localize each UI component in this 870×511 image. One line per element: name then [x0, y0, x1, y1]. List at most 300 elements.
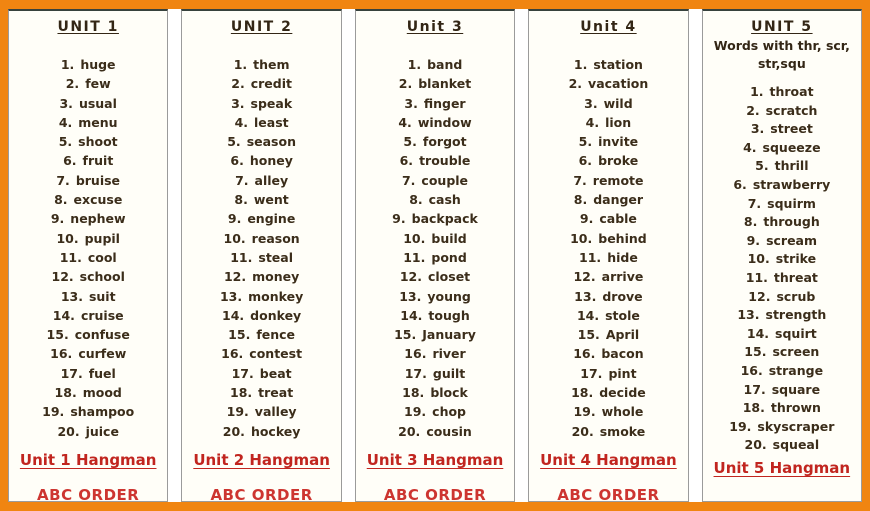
word-item — [392, 306, 478, 325]
abc-order-link[interactable]: ABC ORDER — [210, 485, 313, 502]
word-number: 10. — [570, 230, 593, 246]
word-item — [392, 267, 478, 286]
word-text: fruit — [82, 153, 114, 169]
word-text: April — [605, 327, 640, 343]
word-number: 19. — [226, 404, 249, 420]
word-number: 2. — [398, 76, 413, 92]
word-text: credit — [250, 76, 292, 92]
word-item — [42, 151, 134, 170]
word-text: curfew — [78, 346, 127, 362]
word-item — [392, 422, 478, 441]
word-number: 8. — [234, 192, 248, 208]
word-item — [392, 402, 478, 421]
unit-column — [702, 9, 862, 502]
word-number: 19. — [404, 404, 427, 420]
word-text: strike — [775, 251, 817, 267]
word-number: 1. — [407, 57, 422, 72]
word-text: valley — [254, 404, 297, 420]
word-text: tough — [428, 307, 470, 323]
word-item — [569, 229, 649, 248]
word-item — [729, 399, 834, 418]
word-text: least — [254, 114, 289, 130]
word-item — [569, 383, 649, 402]
word-number: 2. — [746, 102, 760, 118]
word-item — [729, 102, 834, 121]
word-text: excuse — [73, 192, 123, 208]
word-text: treat — [258, 385, 294, 401]
word-item — [569, 74, 649, 93]
word-text: lion — [605, 114, 632, 130]
word-item — [220, 402, 303, 421]
word-number: 3. — [750, 121, 765, 137]
unit-subtitle-line: str,squ — [757, 56, 806, 71]
word-number: 14. — [746, 325, 770, 341]
word-number: 11. — [745, 269, 768, 285]
word-item — [569, 55, 649, 74]
word-text: smoke — [599, 423, 646, 439]
word-text: cousin — [426, 423, 472, 439]
word-text: throat — [769, 84, 814, 99]
word-text: bruise — [75, 172, 121, 188]
word-item — [42, 229, 134, 248]
word-text: through — [763, 214, 820, 230]
word-item — [569, 364, 649, 383]
word-number: 12. — [573, 269, 596, 285]
word-item — [569, 422, 649, 441]
word-number: 10. — [747, 251, 770, 267]
word-text: suit — [88, 288, 116, 304]
word-item — [42, 190, 134, 209]
word-item — [220, 422, 303, 441]
abc-order-link[interactable]: ABC ORDER — [557, 485, 660, 502]
word-number: 13. — [737, 307, 760, 323]
word-number: 4. — [743, 139, 757, 155]
unit-title: Unit 3 — [406, 19, 464, 35]
word-number: 17. — [743, 381, 766, 397]
word-number: 5. — [58, 134, 73, 150]
word-text: contest — [249, 346, 303, 362]
word-item — [392, 190, 478, 209]
word-text: squeeze — [762, 139, 821, 155]
word-item — [569, 94, 649, 113]
word-text: honey — [249, 153, 293, 169]
unit-title: Unit 4 — [580, 19, 637, 35]
abc-order-link[interactable]: ABC ORDER — [37, 485, 140, 502]
word-text: huge — [80, 57, 116, 72]
word-item — [729, 325, 834, 344]
unit-column — [355, 9, 515, 502]
unit-subtitle — [714, 37, 850, 73]
word-number: 15. — [228, 327, 251, 343]
word-number: 18. — [742, 400, 765, 416]
word-number: 4. — [234, 114, 249, 130]
word-item — [569, 113, 649, 132]
word-text: steal — [258, 249, 293, 265]
unit-subtitle-line: Words with thr, scr, — [713, 38, 850, 53]
word-text: screen — [772, 344, 820, 360]
word-number: 16. — [221, 346, 244, 362]
word-number: 17. — [404, 365, 427, 381]
hangman-link[interactable]: Unit 5 Hangman — [713, 458, 851, 477]
word-number: 1. — [750, 84, 764, 99]
word-text: January — [422, 327, 476, 343]
word-text: broke — [598, 153, 639, 169]
word-item — [569, 190, 649, 209]
word-text: cruise — [80, 307, 124, 323]
word-item — [42, 74, 134, 93]
word-item — [392, 132, 478, 151]
word-number: 4. — [398, 114, 412, 130]
word-text: river — [432, 346, 466, 362]
word-text: juice — [85, 423, 119, 439]
word-text: money — [252, 269, 300, 285]
word-number: 10. — [223, 230, 246, 246]
word-number: 5. — [578, 134, 593, 150]
unit-title: UNIT 2 — [230, 19, 293, 35]
word-item — [42, 55, 134, 74]
word-item — [729, 232, 834, 251]
word-number: 15. — [46, 327, 69, 343]
word-item — [220, 151, 303, 170]
word-number: 9. — [392, 211, 406, 227]
word-item — [729, 381, 834, 400]
word-item — [220, 74, 303, 93]
word-text: danger — [593, 192, 644, 208]
word-text: thrown — [770, 400, 821, 416]
word-number: 12. — [399, 269, 422, 285]
word-text: monkey — [248, 288, 304, 304]
word-number: 19. — [573, 404, 596, 420]
word-number: 3. — [404, 95, 418, 111]
word-item — [42, 248, 134, 267]
word-text: donkey — [250, 307, 302, 323]
word-number: 13. — [399, 288, 422, 304]
word-number: 20. — [57, 423, 80, 439]
word-text: wild — [603, 95, 633, 111]
word-text: chop — [432, 404, 467, 420]
word-number: 2. — [231, 76, 245, 92]
word-item — [729, 269, 834, 288]
word-text: usual — [78, 95, 117, 111]
word-number: 1. — [233, 57, 248, 72]
word-item — [42, 402, 134, 421]
word-number: 11. — [59, 249, 82, 265]
word-item — [569, 267, 649, 286]
word-number: 15. — [394, 327, 417, 343]
word-text: vacation — [588, 76, 649, 92]
word-item — [569, 248, 649, 267]
word-text: bacon — [601, 346, 644, 362]
word-text: square — [771, 381, 821, 397]
word-number: 8. — [54, 192, 68, 208]
word-number: 1. — [60, 57, 75, 72]
word-number: 6. — [733, 176, 747, 192]
word-text: band — [427, 57, 463, 72]
word-text: squirm — [767, 195, 816, 211]
word-item — [220, 229, 303, 248]
unit-title: UNIT 5 — [751, 19, 813, 35]
word-number: 9. — [746, 232, 761, 248]
hangman-link[interactable]: Unit 3 Hangman — [366, 450, 504, 469]
word-text: whole — [601, 404, 644, 420]
word-item — [392, 287, 478, 306]
word-item — [569, 402, 649, 421]
word-item — [392, 325, 478, 344]
word-number: 6. — [230, 153, 244, 169]
word-number: 10. — [56, 230, 79, 246]
word-item — [569, 306, 649, 325]
word-item — [42, 132, 134, 151]
word-text: remote — [592, 172, 644, 188]
word-item — [569, 132, 649, 151]
word-text: cash — [428, 192, 461, 208]
word-item — [220, 383, 303, 402]
word-item — [569, 209, 649, 228]
word-text: station — [593, 57, 643, 72]
word-number: 20. — [744, 437, 767, 453]
word-text: alley — [254, 172, 289, 188]
word-text: pupil — [84, 230, 120, 246]
word-number: 19. — [729, 418, 752, 434]
word-text: scrub — [776, 288, 816, 304]
word-number: 18. — [230, 385, 253, 401]
word-number: 18. — [402, 385, 425, 401]
word-item — [729, 139, 834, 158]
columns-row — [8, 9, 862, 502]
word-number: 16. — [50, 346, 73, 362]
word-number: 13. — [219, 288, 243, 304]
word-item — [220, 306, 303, 325]
word-item — [42, 344, 134, 363]
unit-column — [8, 9, 168, 502]
word-number: 18. — [571, 385, 594, 401]
word-text: few — [85, 76, 111, 92]
word-text: cool — [87, 249, 117, 265]
word-text: pint — [608, 365, 637, 381]
word-text: went — [253, 192, 289, 208]
word-list — [42, 55, 134, 441]
word-number: 7. — [235, 172, 249, 188]
word-number: 2. — [568, 76, 583, 92]
word-item — [569, 151, 649, 170]
word-text: shampoo — [70, 404, 135, 420]
word-number: 20. — [222, 423, 245, 439]
word-number: 11. — [579, 249, 602, 265]
word-item — [729, 120, 834, 139]
word-text: couple — [421, 172, 469, 188]
word-item — [392, 229, 478, 248]
word-number: 9. — [50, 211, 65, 227]
word-text: scratch — [765, 102, 818, 118]
word-text: thrill — [774, 158, 809, 174]
word-number: 12. — [748, 288, 771, 304]
word-number: 2. — [65, 76, 80, 92]
word-text: behind — [598, 230, 647, 246]
word-text: confuse — [74, 327, 130, 343]
word-item — [392, 55, 478, 74]
word-text: block — [430, 385, 468, 401]
word-text: strawberry — [752, 176, 831, 192]
word-text: threat — [773, 269, 818, 285]
word-number: 14. — [52, 307, 75, 323]
word-item — [729, 195, 834, 214]
unit-column — [528, 9, 688, 502]
word-item — [42, 267, 134, 286]
word-item — [569, 325, 649, 344]
word-list — [392, 55, 478, 441]
word-text: mood — [82, 385, 122, 401]
word-number: 20. — [571, 423, 594, 439]
word-number: 8. — [573, 192, 588, 208]
word-text: closet — [427, 269, 471, 285]
word-text: invite — [598, 134, 639, 150]
word-number: 3. — [584, 95, 598, 111]
word-item — [392, 171, 478, 190]
word-item — [729, 157, 834, 176]
word-text: build — [431, 230, 467, 246]
word-text: arrive — [601, 269, 644, 285]
word-text: window — [417, 114, 472, 130]
word-item — [569, 344, 649, 363]
word-item — [220, 113, 303, 132]
word-number: 20. — [398, 423, 421, 439]
word-item — [220, 190, 303, 209]
word-text: them — [253, 57, 290, 72]
word-item — [220, 267, 303, 286]
word-item — [42, 113, 134, 132]
word-text: school — [79, 269, 125, 285]
word-number: 9. — [227, 211, 242, 227]
hangman-link[interactable]: Unit 4 Hangman — [540, 450, 677, 469]
word-item — [220, 209, 303, 228]
word-number: 7. — [56, 172, 70, 188]
word-number: 5. — [755, 158, 769, 174]
word-number: 9. — [579, 211, 594, 227]
word-number: 14. — [222, 307, 245, 323]
word-item — [729, 288, 834, 307]
hangman-link[interactable]: Unit 2 Hangman — [193, 450, 330, 469]
word-item — [220, 325, 303, 344]
word-number: 8. — [743, 214, 758, 230]
word-text: forgot — [422, 134, 467, 150]
word-text: engine — [247, 211, 296, 227]
word-text: shoot — [78, 134, 118, 150]
word-number: 11. — [403, 249, 426, 265]
word-item — [729, 213, 834, 232]
word-item — [569, 171, 649, 190]
word-item — [392, 74, 478, 93]
word-number: 17. — [60, 365, 83, 381]
word-item — [729, 83, 834, 102]
word-item — [392, 248, 478, 267]
word-number: 5. — [403, 134, 417, 150]
word-text: nephew — [70, 211, 126, 227]
word-number: 6. — [578, 153, 593, 169]
word-number: 6. — [399, 153, 414, 169]
word-number: 19. — [42, 404, 65, 420]
word-text: strange — [768, 362, 824, 378]
word-item — [569, 287, 649, 306]
word-list — [729, 83, 834, 455]
word-item — [392, 151, 478, 170]
word-number: 16. — [740, 362, 763, 378]
word-number: 14. — [576, 307, 600, 323]
word-item — [729, 250, 834, 269]
word-text: stole — [605, 307, 640, 323]
word-number: 4. — [585, 114, 600, 130]
word-number: 17. — [580, 365, 603, 381]
word-item — [220, 55, 303, 74]
word-item — [729, 362, 834, 381]
word-number: 12. — [223, 269, 247, 285]
abc-order-link[interactable]: ABC ORDER — [383, 485, 487, 502]
word-text: cable — [599, 211, 637, 227]
word-list — [220, 55, 303, 441]
word-list — [569, 55, 649, 441]
word-text: pond — [431, 249, 467, 265]
word-number: 12. — [51, 269, 74, 285]
word-text: beat — [259, 365, 292, 381]
word-item — [392, 209, 478, 228]
word-number: 5. — [227, 134, 241, 150]
word-text: reason — [251, 230, 300, 246]
word-text: trouble — [419, 153, 471, 169]
word-number: 14. — [400, 307, 423, 323]
word-item — [729, 436, 834, 455]
word-item — [220, 94, 303, 113]
word-item — [220, 287, 303, 306]
word-number: 4. — [58, 114, 73, 130]
word-number: 16. — [573, 346, 596, 362]
word-item — [42, 422, 134, 441]
word-item — [42, 325, 134, 344]
word-item — [42, 306, 134, 325]
word-text: finger — [423, 95, 466, 111]
word-item — [729, 343, 834, 362]
word-number: 8. — [409, 192, 423, 208]
word-item — [220, 364, 303, 383]
word-item — [42, 383, 134, 402]
word-text: scream — [766, 232, 818, 248]
word-number: 6. — [63, 153, 77, 169]
hangman-link[interactable]: Unit 1 Hangman — [19, 450, 157, 469]
word-item — [392, 344, 478, 363]
word-item — [392, 364, 478, 383]
unit-column — [181, 9, 341, 502]
word-text: hide — [607, 249, 638, 265]
word-number: 7. — [573, 172, 587, 188]
word-item — [729, 418, 834, 437]
word-text: hockey — [250, 423, 301, 439]
word-number: 16. — [404, 346, 427, 362]
word-item — [42, 171, 134, 190]
word-text: young — [427, 288, 471, 304]
word-text: fence — [256, 327, 296, 343]
word-number: 17. — [231, 365, 254, 381]
word-text: blanket — [418, 76, 472, 92]
word-number: 10. — [403, 230, 426, 246]
word-item — [392, 383, 478, 402]
word-text: guilt — [432, 365, 466, 381]
word-item — [729, 176, 834, 195]
word-text: street — [770, 121, 813, 137]
word-text: skyscraper — [757, 418, 835, 434]
word-number: 7. — [401, 172, 416, 188]
word-item — [220, 171, 303, 190]
word-item — [42, 209, 134, 228]
word-number: 15. — [577, 327, 600, 343]
word-item — [220, 344, 303, 363]
